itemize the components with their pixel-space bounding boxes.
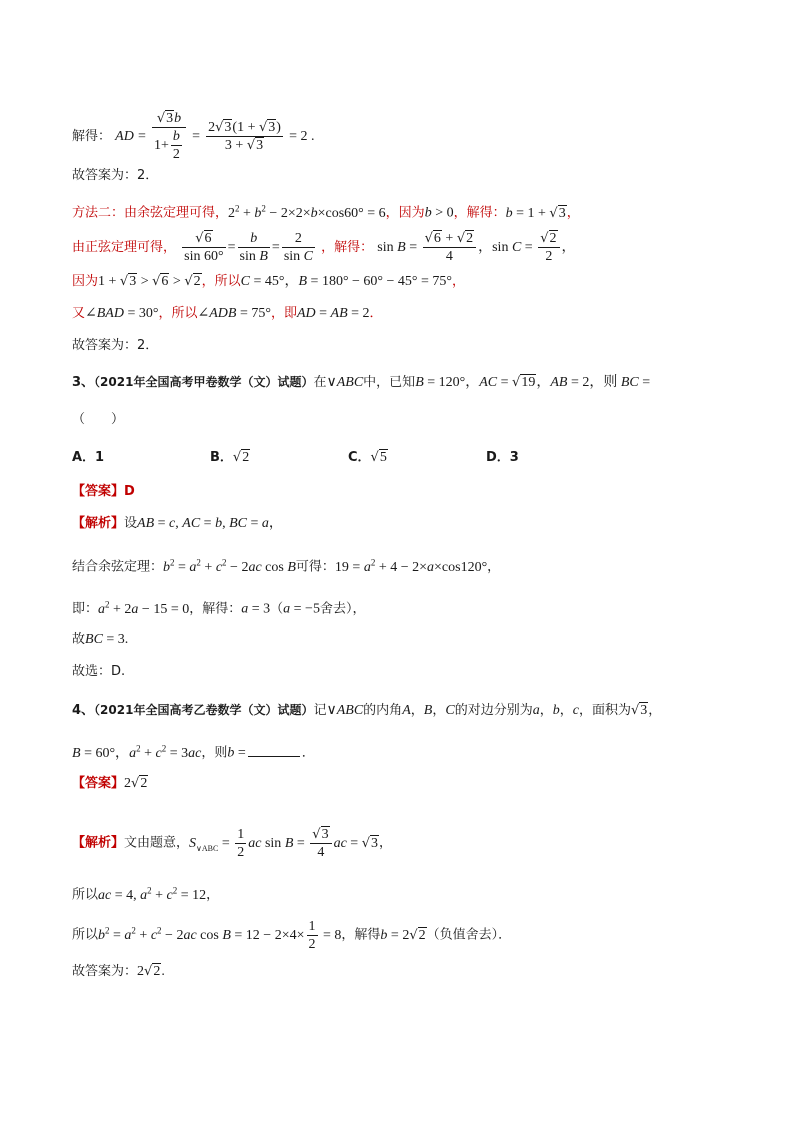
- q3-option-a[interactable]: A．1: [72, 450, 105, 465]
- q3-paren: （ ）: [72, 412, 125, 427]
- q3-analysis-2: 结合余弦定理：$b^2 = a^2 + c^2 - 2ac$ cos B可得：$19 = a^2 + 4 - 2\times a\times\cos 120^\circ$，: [72, 557, 501, 575]
- q4-answer: 【答案】2√2: [72, 776, 148, 791]
- answer-blank[interactable]: [248, 756, 300, 757]
- q3-analysis-1: 【解析】设AB = c, AC = b, BC = a，: [72, 516, 283, 531]
- sine-law-line: 由正弦定理可得， $\frac{√6}{\sin 60^\circ}$ = $\frac{b}{\text{sin B}}$ = $\frac{2}{\text{sin C}}$ ，解得： sin B = $\frac{√6 + √2}{4}$ ，sin C = $\frac{√2}{2}$ ，: [72, 231, 576, 265]
- q3-analysis-4: 故BC = 3.: [72, 632, 129, 647]
- q3-analysis-3: 即：$a^2 + 2a - 15 = 0$，解得：a = 3（a = −5舍去），: [72, 599, 366, 617]
- answer-line-2: 故答案为：2．: [72, 338, 159, 353]
- q3-option-c[interactable]: C．√5: [348, 450, 387, 465]
- q4-stem: 4、（2021年全国高考乙卷数学（文）试题）记∨ABC的内角A，B，C的对边分别为a，b，c，面积为√3，: [72, 703, 662, 718]
- q3-answer: 【答案】D: [72, 484, 135, 499]
- q4-stem-2: B = 60°，$a^2 + c^2 = 3ac$，则b = ．: [72, 743, 315, 761]
- because-line: 因为1 + √3 > √6 > √2，所以C = 45°，B = 180° − 60° − 45° = 75°，: [72, 274, 466, 289]
- q3-analysis-5: 故选：D.: [72, 664, 126, 679]
- q4-analysis-4: 故答案为：2√2.: [72, 964, 165, 979]
- q3-stem: 3、（2021年全国高考甲卷数学（文）试题）在∨ABC中，已知B = 120°，AC = √19，AB = 2，则 BC =: [72, 375, 651, 390]
- q3-option-b[interactable]: B．√2: [210, 450, 250, 465]
- q4-analysis-2: 所以ac = 4, $a^2 + c^2 = 12$，: [72, 885, 220, 903]
- solve-ad-line: 解得： AD = √3b 1+ $\frac{b}{2}$ = $\frac{2√3(1 + √3)}{3 + √3}$ = 2 .: [72, 111, 315, 162]
- q4-analysis-3: 所以$b^2 = a^2 + c^2 - 2ac$ cos B = 12 − 2×4× $\frac{1}{2}$ = 8，解得b = 2√2（负值舍去）．: [72, 919, 512, 952]
- q3-option-d[interactable]: D．3: [486, 450, 519, 465]
- q4-analysis-1: 【解析】文由题意，$S_{\vee ABC}$ = $\frac{1}{2}$ ac sin B = $\frac{√3}{4}$ ac = √3，: [72, 827, 393, 860]
- also-line: 又∠BAD = 30°，所以∠ADB = 75°，即AD = AB = 2．: [72, 306, 383, 321]
- answer-line-1: 故答案为：2．: [72, 168, 159, 183]
- method-two-line: 方法二：由余弦定理可得，$2^2 + b^2 - 2\times 2\times b\times\cos 60^\circ = 6$，因为b > 0，解得：b = 1 + √3，: [72, 203, 580, 221]
